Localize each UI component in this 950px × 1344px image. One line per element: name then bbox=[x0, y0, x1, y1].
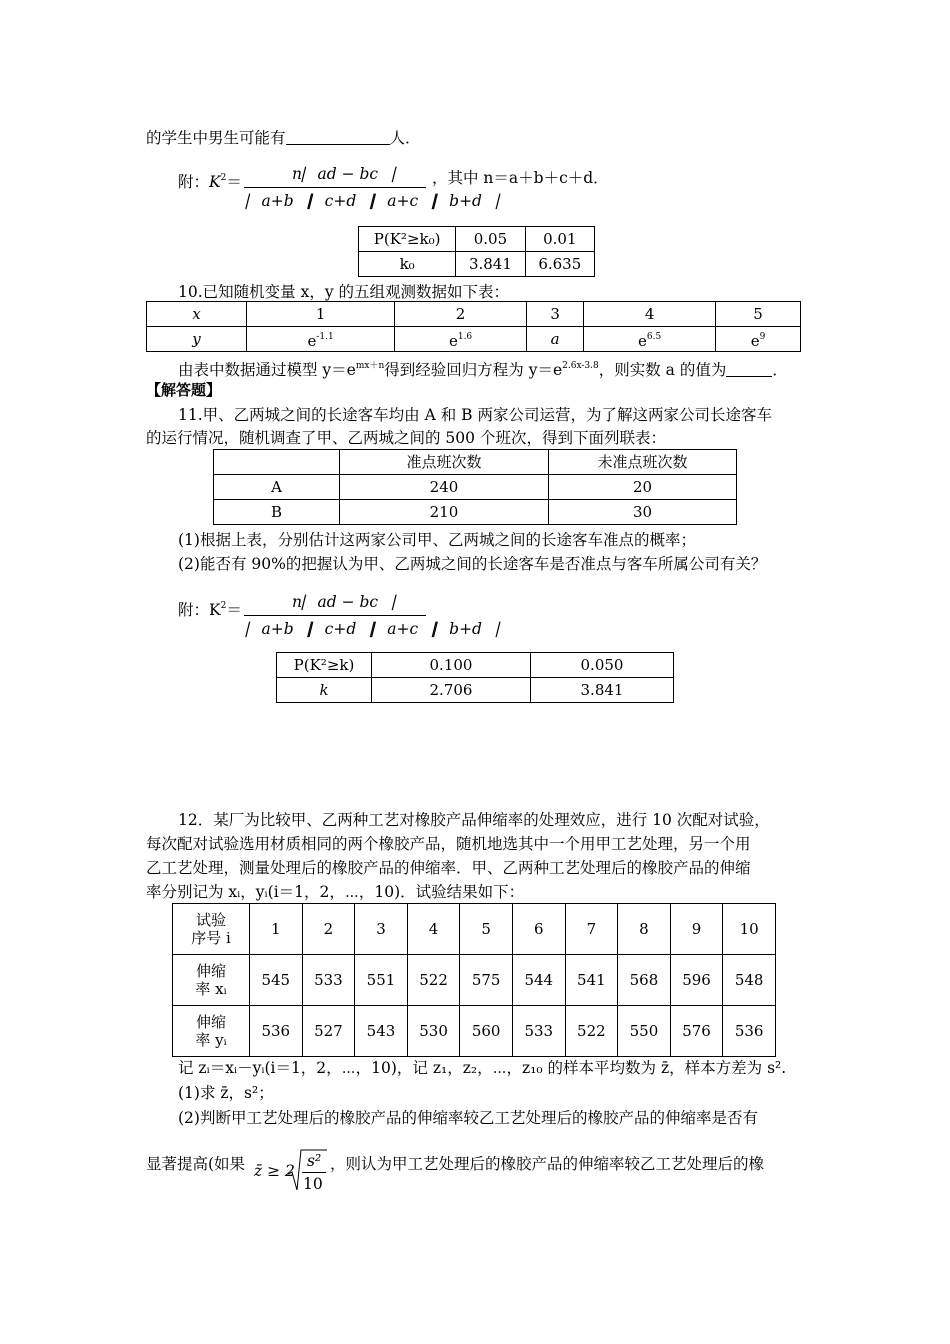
table-cell: y bbox=[147, 327, 247, 352]
table-cell: 550 bbox=[618, 1006, 671, 1057]
q12-criterion-denominator: 10 bbox=[303, 1175, 323, 1193]
q11-fraction-bar bbox=[244, 615, 426, 616]
table-cell: 530 bbox=[407, 1006, 460, 1057]
table-cell: x bbox=[147, 302, 247, 327]
table-cell: 576 bbox=[670, 1006, 723, 1057]
table-cell: 545 bbox=[250, 955, 303, 1006]
q9-text-end: 人． bbox=[389, 129, 421, 147]
table-row bbox=[173, 904, 776, 955]
table-cell: P(K²≥k) bbox=[277, 653, 372, 678]
q11-critical-table bbox=[276, 652, 674, 703]
q12-criterion-lhs: z̄ ≥ 2 bbox=[254, 1162, 295, 1180]
table-cell: 0.050 bbox=[531, 653, 674, 678]
table-cell: 2.706 bbox=[372, 678, 531, 703]
table-cell: 1 bbox=[247, 302, 395, 327]
table-cell: 0.100 bbox=[372, 653, 531, 678]
table-cell bbox=[214, 450, 340, 475]
q9-formula-suffix: ，其中 n＝a＋b＋c＋d． bbox=[432, 169, 609, 187]
q12-line4: 率分别记为 xᵢ，yᵢ(i＝1，2，⋯，10)．试验结果如下： bbox=[146, 883, 525, 901]
section-heading: 【解答题】 bbox=[146, 381, 222, 399]
q11-formula-denominator: ⎸a+b⎹⎸c+d⎹⎸a+c⎹⎸b+d⎹ bbox=[246, 620, 498, 638]
q11-contingency-table bbox=[213, 449, 737, 525]
q12-part2-start: 显著提高(如果 bbox=[146, 1155, 246, 1173]
table-cell: 522 bbox=[407, 955, 460, 1006]
q10-data-table bbox=[146, 301, 801, 352]
q12-part1: (1)求 z̄，s²； bbox=[178, 1084, 274, 1102]
table-cell: 伸缩 率 yᵢ bbox=[173, 1006, 250, 1057]
table-cell: 5 bbox=[460, 904, 513, 955]
table-cell: 4 bbox=[407, 904, 460, 955]
q12-line3: 乙工艺处理，测量处理后的橡胶产品的伸缩率．甲、乙两种工艺处理后的橡胶产品的伸缩 bbox=[146, 859, 751, 877]
table-cell: 210 bbox=[340, 500, 549, 525]
table-row bbox=[147, 327, 801, 352]
table-cell: A bbox=[214, 475, 340, 500]
table-cell: $e^{-1.1}$ bbox=[247, 327, 395, 352]
table-row bbox=[277, 653, 674, 678]
table-cell: 试验 序号 i bbox=[173, 904, 250, 955]
table-cell: 541 bbox=[565, 955, 618, 1006]
formula-k-symbol: K bbox=[209, 173, 221, 191]
table-cell: 522 bbox=[565, 1006, 618, 1057]
table-cell: 5 bbox=[716, 302, 801, 327]
q11-line1: 11.甲、乙两城之间的长途客车均由 A 和 B 两家公司运营，为了解这两家公司长途客车 bbox=[178, 406, 772, 424]
q11-line2: 的运行情况，随机调查了甲、乙两城之间的 500 个班次，得到下面列联表： bbox=[146, 429, 666, 447]
table-cell: $e^{1.6}$ bbox=[395, 327, 527, 352]
table-cell: 6 bbox=[512, 904, 565, 955]
table-cell: 2 bbox=[395, 302, 527, 327]
table-cell: 20 bbox=[549, 475, 737, 500]
table-cell: 536 bbox=[250, 1006, 303, 1057]
table-cell: 30 bbox=[549, 500, 737, 525]
table-cell: 533 bbox=[302, 955, 355, 1006]
q12-part2: (2)判断甲工艺处理后的橡胶产品的伸缩率较乙工艺处理后的橡胶产品的伸缩率是否有 bbox=[178, 1109, 758, 1127]
table-row bbox=[359, 252, 595, 277]
table-cell: 8 bbox=[618, 904, 671, 955]
table-cell: 7 bbox=[565, 904, 618, 955]
table-cell: k bbox=[277, 678, 372, 703]
table-cell: 伸缩 率 xᵢ bbox=[173, 955, 250, 1006]
table-cell: 3 bbox=[355, 904, 408, 955]
q12-line1: 12．某厂为比较甲、乙两种工艺对橡胶产品伸缩率的处理效应，进行 10 次配对试验， bbox=[178, 811, 770, 829]
table-cell: 0.01 bbox=[525, 227, 594, 252]
formula-prefix-label: 附： bbox=[178, 173, 210, 191]
q9-formula-numerator: n⎸ad − bc⎹ bbox=[292, 165, 394, 183]
table-cell: 551 bbox=[355, 955, 408, 1006]
table-cell: B bbox=[214, 500, 340, 525]
table-cell: 2 bbox=[302, 904, 355, 955]
q10-intro: 10.已知随机变量 x，y 的五组观测数据如下表： bbox=[178, 283, 510, 301]
table-row bbox=[214, 475, 737, 500]
table-cell: 4 bbox=[584, 302, 716, 327]
q12-criterion-numerator: s² bbox=[307, 1152, 322, 1170]
table-cell: 548 bbox=[723, 955, 776, 1006]
q9-critical-table bbox=[358, 226, 595, 277]
table-row bbox=[147, 302, 801, 327]
formula-equals: ＝ bbox=[226, 173, 242, 191]
table-cell: 3.841 bbox=[531, 678, 674, 703]
table-row bbox=[214, 450, 737, 475]
q9-answer-line bbox=[146, 127, 421, 149]
q11-part1: (1)根据上表，分别估计这两家公司甲、乙两城之间的长途客车准点的概率； bbox=[178, 531, 696, 549]
table-cell: 准点班次数 bbox=[340, 450, 549, 475]
q9-formula-denominator: ⎸a+b⎹⎸c+d⎹⎸a+c⎹⎸b+d⎹ bbox=[246, 192, 498, 210]
table-cell: 560 bbox=[460, 1006, 513, 1057]
q10-question: 由表中数据通过模型 $y=e^{mx+n}$得到经验回归方程为 $y=e^{2.6x-3.8}$，则实数 a 的值为 ． bbox=[178, 361, 788, 379]
q12-note: 记 zᵢ＝xᵢ－yᵢ(i＝1，2，⋯，10)，记 z₁，z₂，⋯，z₁₀ 的样本平均数为 z̄，样本方差为 s². bbox=[178, 1059, 787, 1077]
q11-formula-numerator: n⎸ad − bc⎹ bbox=[292, 593, 394, 611]
table-cell: 6.635 bbox=[525, 252, 594, 277]
q12-part2-end: ，则认为甲工艺处理后的橡胶产品的伸缩率较乙工艺处理后的橡 bbox=[330, 1155, 765, 1173]
q11-formula-prefix: 附：$K^2=$ bbox=[178, 601, 242, 619]
table-cell: 596 bbox=[670, 955, 723, 1006]
table-cell: 568 bbox=[618, 955, 671, 1006]
table-cell: 533 bbox=[512, 1006, 565, 1057]
q11-part2: (2)能否有 90%的把握认为甲、乙两城之间的长途客车是否准点与客车所属公司有关？ bbox=[178, 555, 767, 573]
q10-answer-blank[interactable] bbox=[726, 360, 772, 377]
table-cell: k₀ bbox=[359, 252, 456, 277]
table-cell: 536 bbox=[723, 1006, 776, 1057]
table-cell: 544 bbox=[512, 955, 565, 1006]
table-cell: 9 bbox=[670, 904, 723, 955]
q12-results-table bbox=[172, 903, 776, 1057]
table-cell: 527 bbox=[302, 1006, 355, 1057]
q9-answer-blank[interactable] bbox=[286, 128, 390, 145]
table-cell: 3 bbox=[526, 302, 583, 327]
table-cell: 240 bbox=[340, 475, 549, 500]
table-row bbox=[359, 227, 595, 252]
table-cell: 3.841 bbox=[456, 252, 525, 277]
q12-line2: 每次配对试验选用材质相同的两个橡胶产品，随机地选其中一个用甲工艺处理，另一个用 bbox=[146, 835, 751, 853]
table-cell: 未准点班次数 bbox=[549, 450, 737, 475]
table-row bbox=[214, 500, 737, 525]
q9-fraction-bar bbox=[244, 187, 426, 188]
table-cell: $e^{6.5}$ bbox=[584, 327, 716, 352]
q9-formula-prefix: 附：$K^2=$ bbox=[178, 173, 242, 191]
table-row bbox=[277, 678, 674, 703]
table-cell: 1 bbox=[250, 904, 303, 955]
table-cell: $e^9$ bbox=[716, 327, 801, 352]
table-cell: a bbox=[526, 327, 583, 352]
table-cell: 543 bbox=[355, 1006, 408, 1057]
table-cell: 0.05 bbox=[456, 227, 525, 252]
table-cell: 575 bbox=[460, 955, 513, 1006]
q9-text: 的学生中男生可能有 bbox=[146, 129, 286, 147]
table-row bbox=[173, 1006, 776, 1057]
table-row bbox=[173, 955, 776, 1006]
table-cell: 10 bbox=[723, 904, 776, 955]
table-cell: P(K²≥k₀) bbox=[359, 227, 456, 252]
